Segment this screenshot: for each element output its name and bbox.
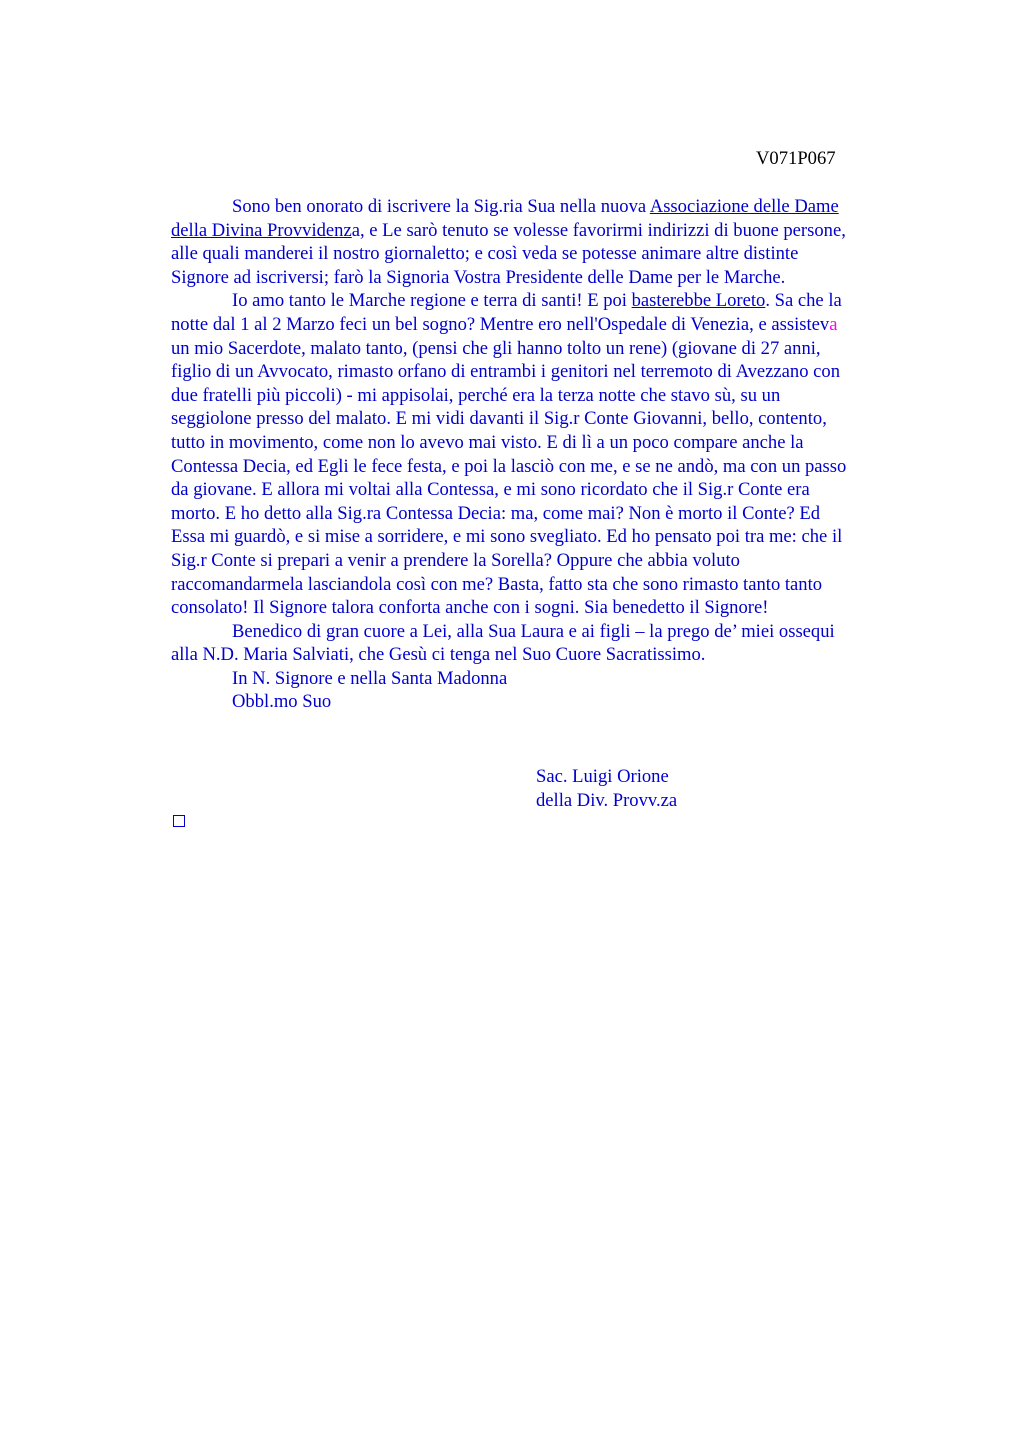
association-link[interactable]: Associazione delle Dame: [649, 196, 839, 217]
closing-line-1: In N. Signore e nella Santa Madonna: [232, 667, 508, 689]
page-id: V071P067: [756, 148, 836, 169]
paragraph-1-line-4: Signore ad iscriversi; farò la Signoria Vostra Presidente delle Dame per le Marche.: [171, 266, 786, 288]
paragraph-2-line-6: seggiolone presso del malato. E mi vidi davanti il Sig.r Conte Giovanni, bello, contento,: [171, 408, 827, 430]
paragraph-2-line-14: consolato! Il Signore talora conforta anche con i sogni. Sia benedetto il Signore!: [171, 597, 769, 619]
square-outline-icon: [173, 815, 185, 827]
loreto-link[interactable]: basterebbe Loreto: [631, 290, 766, 312]
paragraph-2-line-12: Sig.r Conte si prepari a venir a prendere la Sorella? Oppure che abbia voluto: [171, 549, 740, 571]
highlighted-letter: a: [829, 313, 838, 335]
paragraph-2-line-4: figlio di un Avvocato, rimasto orfano di entrambi i genitori nel terremoto di Avezzano con: [171, 361, 841, 383]
text-segment: Sono ben onorato di iscrivere la Sig.ria Sua nella nuova: [232, 196, 650, 217]
paragraph-1-line-3: alle quali manderei il nostro giornaletto; e così veda se potesse animare altre distinte: [171, 243, 799, 265]
text-segment: . Sa che la: [765, 290, 842, 312]
paragraph-2-line-13: raccomandarmela lasciandola così con me? Basta, fatto sta che sono rimasto tanto tanto: [171, 573, 823, 595]
paragraph-1-line-2: [171, 219, 931, 243]
signature-name: Sac. Luigi Orione: [536, 766, 669, 787]
paragraph-2-line-7: tutto in movimento, come non lo avevo mai visto. E di lì a un poco compare anche la: [171, 431, 804, 453]
text-segment: Io amo tanto le Marche regione e terra di santi! E poi: [232, 290, 632, 312]
paragraph-2-line-3: un mio Sacerdote, malato tanto, (pensi che gli hanno tolto un rene) (giovane di 27 anni,: [171, 337, 821, 359]
association-link-continued[interactable]: della Divina Provvidenz: [171, 219, 352, 241]
paragraph-3-line-2: alla N.D. Maria Salviati, che Gesù ci tenga nel Suo Cuore Sacratissimo.: [171, 644, 706, 666]
paragraph-2-line-8: Contessa Decia, ed Egli le fece festa, e poi la lasciò con me, e se ne andò, ma con un passo: [171, 455, 847, 477]
paragraph-2-line-5: due fratelli più piccoli) - mi appisolai, perché era la terza notte che stavo sù, su un: [171, 384, 781, 406]
signature-title: della Div. Provv.za: [536, 789, 678, 811]
paragraph-2-line-10: morto. E ho detto alla Sig.ra Contessa Decia: ma, come mai? Non è morto il Conte? Ed: [171, 502, 821, 524]
paragraph-2-line-11: Essa mi guardò, e si mise a sorridere, e mi sono svegliato. Ed ho pensato poi tra me: che il: [171, 526, 843, 548]
signature-block: [536, 765, 677, 812]
paragraph-2-line-1: [171, 289, 931, 313]
letter-body: [171, 195, 931, 714]
text-segment: a, e Le sarò tenuto se volesse favorirmi indirizzi di buone persone,: [351, 219, 846, 241]
closing-line-2: Obbl.mo Suo: [232, 691, 332, 713]
paragraph-1-line-1: [171, 195, 931, 219]
paragraph-2-line-2: [171, 313, 931, 337]
paragraph-3-line-1: Benedico di gran cuore a Lei, alla Sua Laura e ai figli – la prego de’ miei ossequi: [232, 620, 835, 642]
text-segment: notte dal 1 al 2 Marzo feci un bel sogno? Mentre ero nell'Ospedale di Venezia, e assistev: [171, 313, 830, 335]
paragraph-2-line-9: da giovane. E allora mi voltai alla Contessa, e mi sono ricordato che il Sig.r Conte era: [171, 479, 810, 501]
